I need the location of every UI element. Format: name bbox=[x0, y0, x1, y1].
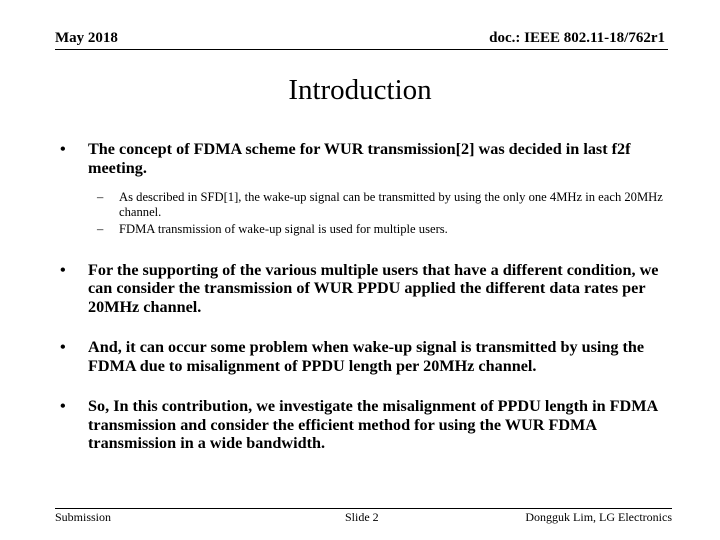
footer-submission: Submission bbox=[55, 510, 112, 524]
sub-bullet-text: As described in SFD[1], the wake-up signal can be transmitted by using the only one 4MHz in each 20MHz channel. bbox=[119, 190, 663, 219]
bullet-icon: • bbox=[60, 397, 66, 415]
bullet-icon: • bbox=[60, 260, 66, 279]
dash-icon: – bbox=[97, 222, 104, 236]
sub-bullet-text: FDMA transmission of wake-up signal is used for multiple users. bbox=[119, 222, 448, 236]
bullet-text: The concept of FDMA scheme for WUR transmission[2] was decided in last f2f meeting. bbox=[88, 140, 631, 177]
bullet-item-2 bbox=[55, 261, 665, 317]
sub-bullet-item-2 bbox=[55, 222, 665, 237]
bullet-text: And, it can occur some problem when wake-up signal is transmitted by using the FDMA due to misalignment of PPDU length per 20MHz channel. bbox=[88, 338, 645, 375]
header-divider bbox=[55, 49, 668, 50]
sub-bullet-item-1 bbox=[55, 190, 665, 219]
bullet-text: So, In this contribution, we investigate the misalignment of PPDU length in FDMA transmission and consider the efficient method for using the WUR FDMA transmission in a wide bandwidth. bbox=[88, 397, 658, 452]
bullet-icon: • bbox=[60, 338, 66, 356]
bullet-item-3 bbox=[55, 338, 665, 375]
header-date: May 2018 bbox=[55, 30, 118, 46]
header-doc-id: doc.: IEEE 802.11-18/762r1 bbox=[489, 30, 665, 46]
footer-slide-number: Slide 2 bbox=[345, 510, 379, 524]
bullet-text: For the supporting of the various multiple users that have a different condition, we can consider the transmission of WUR PPDU applied the different data rates per 20MHz channel. bbox=[88, 260, 659, 316]
bullet-item-1 bbox=[55, 140, 665, 177]
slide-body bbox=[55, 140, 665, 453]
bullet-icon: • bbox=[60, 140, 66, 158]
footer-divider bbox=[55, 508, 672, 509]
bullet-item-4 bbox=[55, 397, 665, 453]
footer-author: Dongguk Lim, LG Electronics bbox=[525, 510, 672, 524]
dash-icon: – bbox=[97, 190, 104, 204]
slide-title: Introduction bbox=[288, 74, 432, 106]
